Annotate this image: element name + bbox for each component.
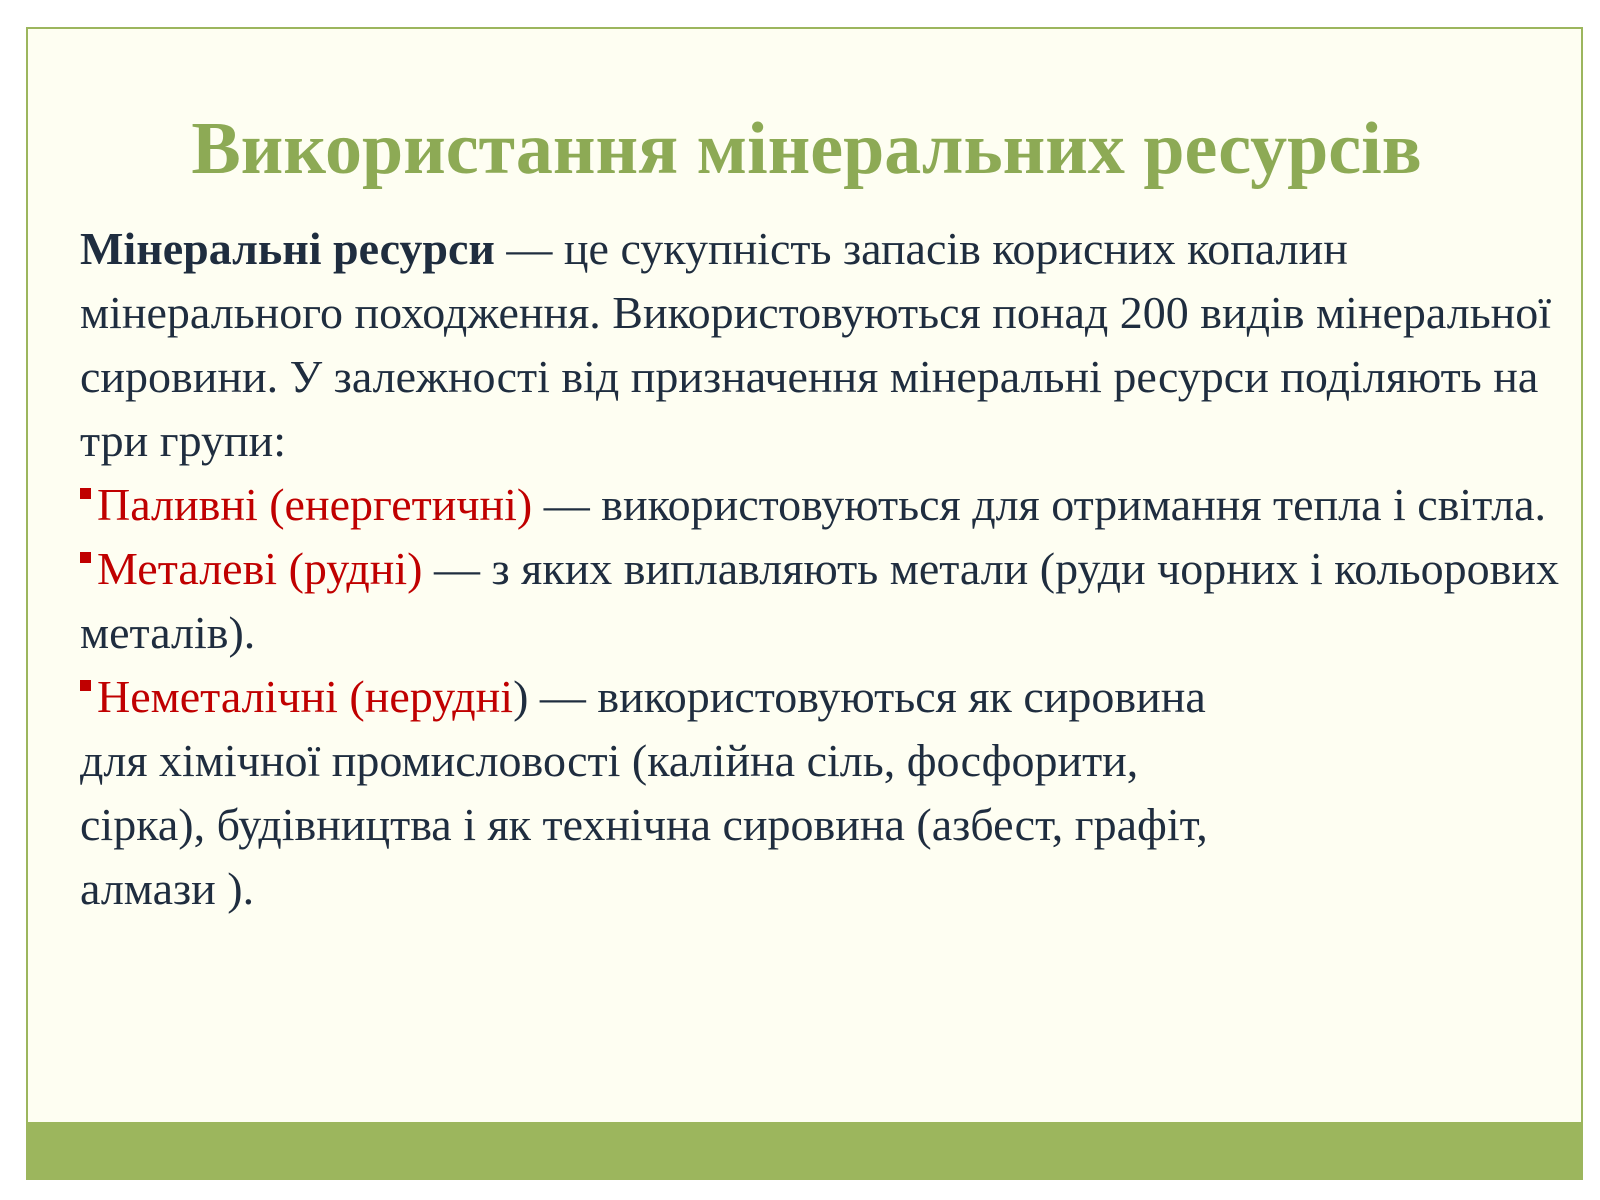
slide <box>26 27 1583 1180</box>
intro-text: — це сукупність запасів корисних копалин мінерального походження. Використовуються понад 200 видів мінеральної сировини. У залежності від призначення мінеральні ресурси поділяють на три групи: <box>80 223 1552 466</box>
square-bullet-icon <box>80 488 91 499</box>
intro-paragraph <box>80 217 1560 473</box>
list-item-fuel <box>80 473 1560 537</box>
intro-term: Мінеральні ресурси <box>80 223 495 274</box>
group-description-metal: — з яких виплавляють метали (руди чорних і кольорових металів). <box>80 543 1559 658</box>
list-item-metal <box>80 537 1560 665</box>
slide-body <box>80 217 1560 921</box>
group-name-nonmetal: Неметалічні (нерудні <box>97 671 514 722</box>
square-bullet-icon <box>80 680 91 691</box>
group-description-fuel: — використовуються для отримання тепла і світла. <box>532 479 1547 530</box>
group-name-fuel: Паливні (енергетичні) <box>97 479 533 530</box>
group-description-nonmetal: ) — використовуються як сировина для хімічної промисловості (калійна сіль, фосфорити, сірка), будівництва і як технічна сировина (азбест, графіт, алмази ). <box>80 671 1208 914</box>
list-item-nonmetal <box>80 665 1210 921</box>
square-bullet-icon <box>80 552 91 563</box>
slide-title: Використання мінеральних ресурсів <box>191 108 1422 190</box>
group-name-metal: Металеві (рудні) <box>97 543 423 594</box>
bottom-accent-band <box>26 1122 1583 1180</box>
